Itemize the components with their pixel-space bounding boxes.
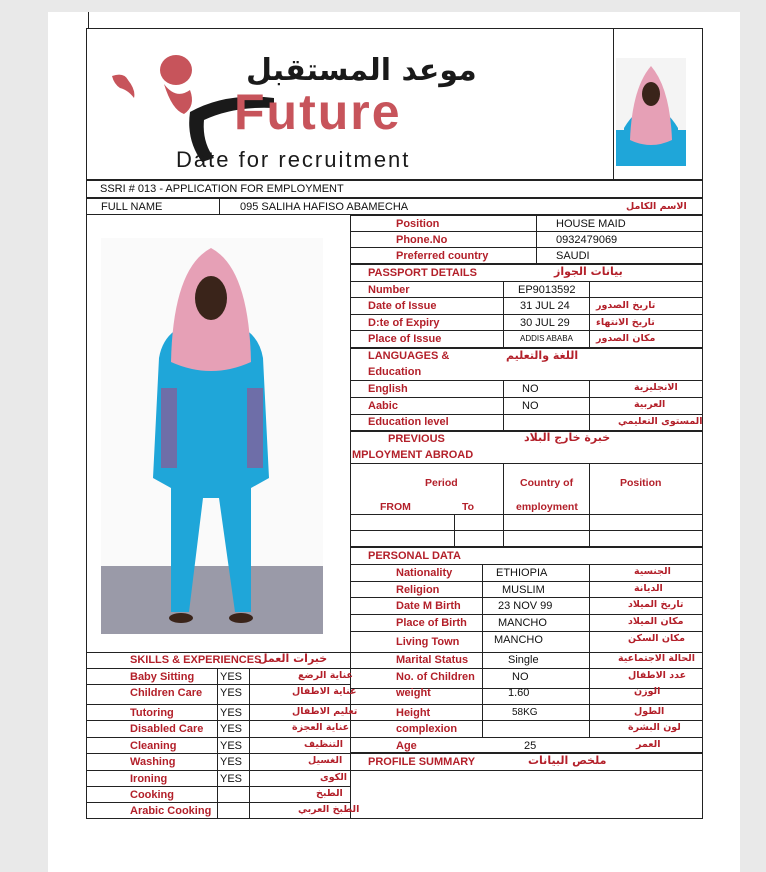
date-of-birth-value: 23 NOV 99	[498, 600, 553, 612]
washing-ar: الغسيل	[308, 755, 343, 766]
place-of-birth-ar: مكان الميلاد	[628, 616, 684, 627]
place-of-birth-label: Place of Birth	[396, 617, 467, 629]
applicant-portrait-small	[616, 58, 686, 166]
cleaning-label: Cleaning	[130, 740, 177, 752]
arabic-label: Aabic	[368, 400, 398, 412]
tutoring-ar: تعليم الاطفال	[292, 706, 358, 717]
passport-number-label: Number	[368, 284, 410, 296]
children-care-label: Children Care	[130, 687, 203, 699]
no-of-children-ar: عدد الاطفال	[628, 670, 687, 681]
place-of-issue-value: ADDIS ABABA	[520, 334, 573, 343]
period-header: Period	[425, 477, 458, 489]
place-of-issue-label: Place of Issue	[368, 333, 442, 345]
height-label: Height	[396, 707, 431, 719]
date-of-issue-ar: تاريخ الصدور	[596, 300, 656, 311]
disabled-care-label: Disabled Care	[130, 723, 204, 735]
place-of-issue-ar: مكان الصدور	[596, 333, 656, 344]
profile-summary-title: PROFILE SUMMARY	[368, 756, 476, 768]
age-label: Age	[396, 740, 417, 752]
to-header: To	[462, 501, 475, 513]
phone-value: 0932479069	[556, 234, 618, 246]
position-value: HOUSE MAID	[556, 218, 626, 230]
children-care-value: YES	[220, 687, 243, 699]
header-divider	[613, 28, 614, 180]
weight-value: 1.60	[508, 687, 530, 699]
nationality-label: Nationality	[396, 567, 453, 579]
languages-title-ar: اللغة والتعليم	[506, 349, 579, 362]
weight-label: weight	[396, 687, 431, 699]
preferred-country-value: SAUDI	[556, 250, 590, 262]
phone-label: Phone.No	[396, 234, 448, 246]
education-level-ar: المستوى التعليمي	[618, 416, 703, 427]
full-name-label: FULL NAME	[101, 201, 163, 213]
education-level-label: Education level	[368, 416, 449, 428]
employment-abroad-title: MPLOYMENT ABROAD	[352, 449, 474, 461]
languages-title: LANGUAGES &	[368, 350, 450, 362]
date-of-expiry-ar: تاريخ الانتهاء	[596, 317, 655, 328]
ironing-value: YES	[220, 773, 243, 785]
country-of-header: Country of	[520, 477, 574, 489]
arabic-ar: العربية	[634, 399, 666, 410]
hand-icon	[112, 75, 134, 98]
preferred-country-label: Preferred country	[396, 250, 489, 262]
religion-ar: الديانة	[634, 583, 663, 594]
washing-label: Washing	[130, 756, 176, 768]
date-of-issue-label: Date of Issue	[368, 300, 437, 312]
arabic-value: NO	[522, 400, 539, 412]
place-of-birth-value: MANCHO	[498, 617, 547, 629]
baby-sitting-ar: عناية الرضع	[298, 670, 353, 681]
age-value: 25	[524, 740, 537, 752]
passport-title-ar: بيانات الجواز	[554, 265, 623, 278]
passport-title: PASSPORT DETAILS	[368, 267, 477, 279]
no-of-children-label: No. of Children	[396, 671, 475, 683]
previous-title: PREVIOUS	[388, 433, 445, 445]
full-name-label-ar: الاسم الكامل	[626, 201, 687, 212]
document-page	[48, 12, 740, 872]
marital-status-value: Single	[508, 654, 539, 666]
arabic-cooking-label: Arabic Cooking	[130, 805, 212, 817]
living-town-label: Living Town	[396, 636, 460, 648]
english-ar: الانجليزية	[634, 382, 678, 393]
marital-status-label: Marital Status	[396, 654, 469, 666]
complexion-label: complexion	[396, 723, 458, 735]
full-name-value: 095 SALIHA HAFISO ABAMECHA	[240, 201, 409, 213]
religion-label: Religion	[396, 584, 440, 596]
no-of-children-value: NO	[512, 671, 529, 683]
company-logo	[106, 50, 506, 174]
arabic-cooking-ar: الطبخ العربي	[298, 804, 360, 815]
logo-arabic-text: موعد المستقبل	[246, 53, 477, 88]
english-value: NO	[522, 383, 539, 395]
date-of-expiry-value: 30 JUL 29	[520, 317, 570, 329]
previous-title-ar: خبرة خارج البلاد	[524, 431, 611, 444]
living-town-value: MANCHO	[494, 634, 543, 646]
date-of-expiry-label: D:te of Expiry	[368, 317, 440, 329]
woman-head-icon	[160, 55, 192, 85]
top-rule-marker	[88, 12, 89, 28]
religion-value: MUSLIM	[502, 584, 545, 596]
disabled-care-value: YES	[220, 723, 243, 735]
from-header: FROM	[380, 501, 411, 513]
date-of-birth-ar: تاريخ الميلاد	[628, 599, 684, 610]
date-of-birth-label: Date M Birth	[396, 600, 461, 612]
education-title: Education	[368, 366, 422, 378]
ironing-label: Ironing	[130, 773, 168, 785]
children-care-ar: عناية الاطفال	[292, 686, 357, 697]
nationality-value: ETHIOPIA	[496, 567, 548, 579]
form-title: SSRI # 013 - APPLICATION FOR EMPLOYMENT	[100, 183, 344, 195]
position-header: Position	[620, 477, 662, 489]
living-town-ar: مكان السكن	[628, 633, 685, 644]
cleaning-value: YES	[220, 740, 243, 752]
height-ar: الطول	[634, 706, 665, 717]
cleaning-ar: التنظيف	[304, 739, 344, 750]
baby-sitting-value: YES	[220, 671, 243, 683]
weight-ar: الوزن	[634, 686, 661, 697]
tutoring-label: Tutoring	[130, 707, 174, 719]
ironing-ar: الكوى	[320, 772, 348, 783]
skills-title: SKILLS & EXPERIENCES	[130, 654, 262, 666]
marital-status-ar: الحالة الاجتماعية	[618, 653, 695, 664]
age-ar: العمر	[636, 739, 661, 750]
disabled-care-ar: عناية العجزة	[292, 722, 350, 733]
logo-wordmark: Future	[234, 84, 402, 140]
applicant-full-photo	[101, 238, 323, 634]
cooking-label: Cooking	[130, 789, 174, 801]
employment-header: employment	[516, 501, 578, 513]
english-label: English	[368, 383, 408, 395]
washing-value: YES	[220, 756, 243, 768]
nationality-ar: الجنسية	[634, 566, 671, 577]
cooking-ar: الطبخ	[316, 788, 343, 799]
personal-data-title: PERSONAL DATA	[368, 550, 461, 562]
position-label: Position	[396, 218, 440, 230]
passport-number-value: EP9013592	[518, 284, 576, 296]
skills-title-ar: خبرات العمل	[258, 652, 328, 665]
height-value: 58KG	[512, 707, 538, 718]
logo-tagline: Date for recruitment	[176, 147, 411, 172]
complexion-ar: لون البشرة	[628, 722, 681, 733]
date-of-issue-value: 31 JUL 24	[520, 300, 570, 312]
profile-summary-title-ar: ملخص البيانات	[528, 754, 607, 767]
tutoring-value: YES	[220, 707, 243, 719]
baby-sitting-label: Baby Sitting	[130, 671, 195, 683]
